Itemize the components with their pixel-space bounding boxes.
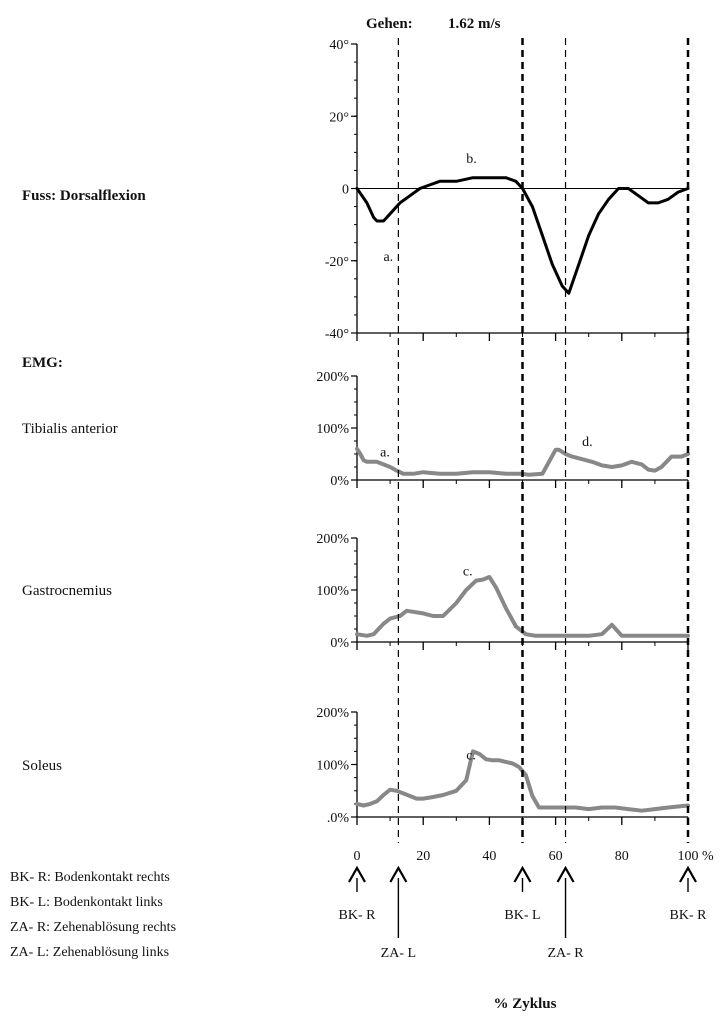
x-tick-label: 0 [353,849,361,864]
emg-group-label: EMG: [22,355,63,371]
x-tick-label: 100 [677,849,699,864]
event-label: ZA- R [547,946,584,961]
y-tick-label: 200% [316,532,349,547]
panel-label-tibialis: Tibialis anterior [22,421,118,437]
gastrocnemius-panel [316,532,688,651]
x-tick-label: 20 [416,849,431,864]
y-tick-label: 200% [316,370,349,385]
panel-label-dorsalflexion: Fuss: Dorsalflexion [22,188,146,204]
x-tick-label: 60 [548,849,563,864]
legend-item: ZA- L: Zehenablösung links [10,945,170,960]
x-unit-label: % [702,849,714,864]
y-tick-label: -40° [324,327,349,342]
y-tick-label: 200% [316,706,349,721]
annotation-label: a. [380,445,390,461]
y-tick-label: 0 [342,182,349,198]
legend-item: ZA- R: Zehenablösung rechts [10,920,177,935]
x-tick-label: 40 [482,849,497,864]
event-label: ZA- L [380,946,417,961]
annotation-label: b. [466,152,477,168]
event-arrows [339,868,708,961]
dorsalflexion-panel [325,38,688,342]
event-lines [398,38,688,843]
panel-label-soleus: Soleus [22,758,63,774]
annotation-label: c. [462,564,473,580]
y-tick-label: -20° [324,254,349,270]
y-tick-label: .0% [326,811,349,826]
x-tick-label: 80 [614,849,629,864]
panel-label-gastrocnemius: Gastrocnemius [22,583,112,599]
y-tick-label: 0% [330,474,349,489]
soleus-panel [316,706,688,826]
chart-title: Gehen: [366,16,413,32]
legend-item: BK- R: Bodenkontakt rechts [10,870,170,885]
event-label: BK- R [338,908,376,923]
y-tick-label: 100% [316,422,349,437]
x-axis [354,849,715,864]
y-tick-label: 20° [329,110,349,126]
event-label: BK- R [669,908,707,923]
y-tick-label: 100% [316,584,349,599]
y-tick-label: 40° [329,38,349,53]
y-tick-label: 100% [316,758,349,774]
y-tick-label: 0% [330,636,349,651]
tibialis-panel [316,370,688,489]
chart-subtitle: 1.62 m/s [448,16,501,32]
annotation-label: d. [582,435,593,451]
legend [10,870,176,960]
x-axis-label: % Zyklus [493,996,557,1012]
annotation-label: c. [466,748,476,764]
annotation-label: a. [383,249,394,265]
legend-item: BK- L: Bodenkontakt links [10,895,163,910]
event-label: BK- L [504,908,541,923]
